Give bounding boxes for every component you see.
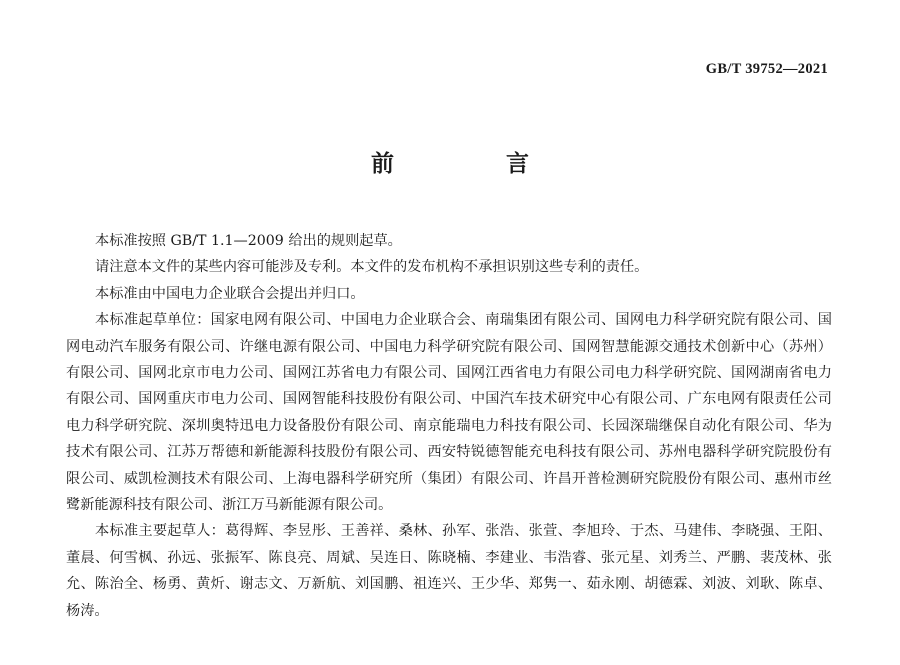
paragraph-patent-notice: 请注意本文件的某些内容可能涉及专利。本文件的发布机构不承担识别这些专利的责任。 — [95, 259, 649, 276]
page-title: 前 言 — [370, 151, 581, 177]
paragraph-drafting-units: 本标准起草单位：国家电网有限公司、中国电力企业联合会、南瑞集团有限公司、国网电力科学研究院有限公司、国网电动汽车服务有限公司、许继电源有限公司、中国电力科学研究院有限公司、国网智慧能源交通技术创新中心（苏州）有限公司、国网北京市电力公司、国网江苏省电力有限公司、国网江西省电力有限公司电力科学研究院、国网湖南省电力有限公司、国网重庆市电力公司、国网智能科技股份有限公司、中国汽车技术研究中心有限公司、广东电网有限责任公司电力科学研究院、深圳奥特迅电力设备股份有限公司、南京能瑞电力科技有限公司、长园深瑞继保自动化有限公司、华为技术有限公司、江苏万帮德和新能源科技股份有限公司、西安特锐德智能充电科技有限公司、苏州电器科学研究院股份有限公司、威凯检测技术有限公司、上海电器科学研究所（集团）有限公司、许昌开普检测研究院股份有限公司、惠州市丝鹭新能源科技有限公司、浙江万马新能源有限公司。 — [66, 312, 832, 514]
paragraph-main-drafters: 本标准主要起草人：葛得辉、李昱彤、王善祥、桑林、孙军、张浩、张萱、李旭玲、于杰、马建伟、李晓强、王阳、董晨、何雪枫、孙远、张振军、陈良亮、周斌、吴连日、陈晓楠、李建业、韦浩睿、张元星、刘秀兰、严鹏、裴茂林、张允、陈治全、杨勇、黄炘、谢志文、万新航、刘国鹏、祖连兴、王少华、郑隽一、茹永刚、胡德霖、刘波、刘耿、陈卓、杨涛。 — [66, 523, 832, 619]
foreword-body — [66, 228, 832, 624]
paragraph-proposer: 本标准由中国电力企业联合会提出并归口。 — [95, 285, 365, 302]
standard-number: GB/T 39752—2021 — [705, 61, 828, 77]
paragraph-drafting-rules: 本标准按照 GB/T 1.1—2009 给出的规则起草。 — [95, 233, 402, 249]
